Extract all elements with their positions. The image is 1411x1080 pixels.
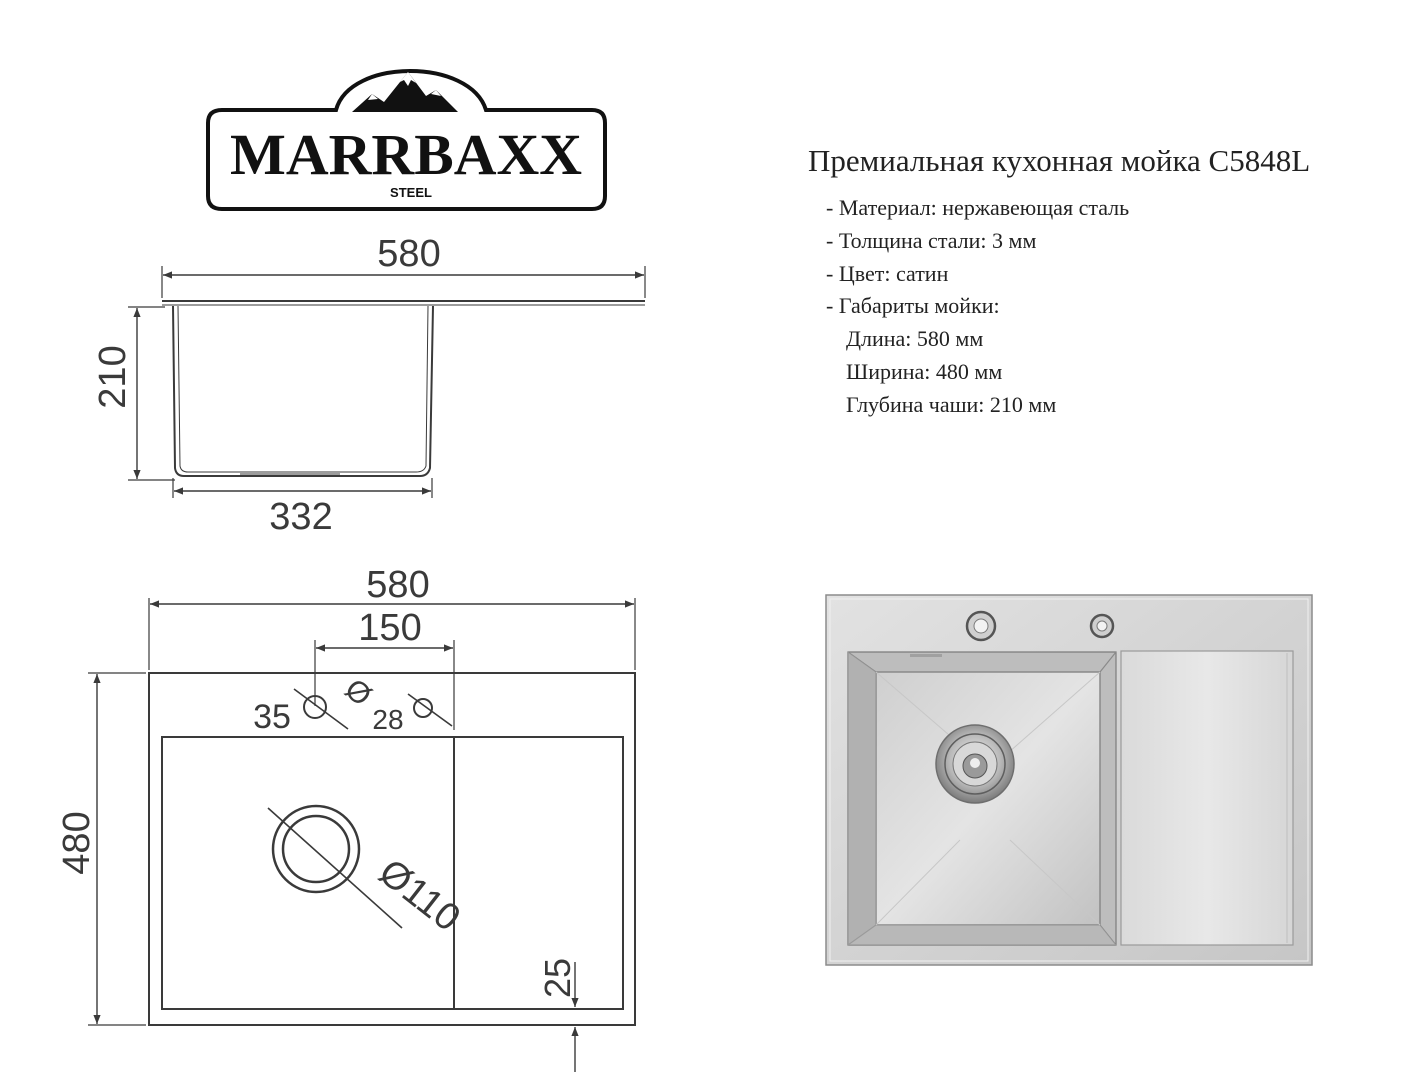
side-view bbox=[128, 266, 645, 498]
spec-length: Длина: 580 мм bbox=[846, 326, 984, 352]
hole-large-diameter-label: 35 bbox=[253, 698, 291, 736]
rim-offset-label: 25 bbox=[537, 957, 578, 999]
spec-dimensions-heading: - Габариты мойки: bbox=[826, 293, 1000, 319]
top-overall-width-label: 580 bbox=[366, 564, 430, 606]
spec-thickness: - Толщина стали: 3 мм bbox=[826, 227, 1037, 253]
side-depth-label: 210 bbox=[92, 345, 134, 409]
spec-material: - Материал: нержавеющая сталь bbox=[826, 195, 1130, 220]
product-title: Премиальная кухонная мойка C5848L bbox=[808, 143, 1311, 178]
spec-width: Ширина: 480 мм bbox=[846, 358, 1003, 384]
spec-bowl-depth: Глубина чаши: 210 мм bbox=[846, 391, 1057, 417]
brand-logo bbox=[208, 71, 605, 209]
top-depth-label: 480 bbox=[56, 811, 98, 875]
top-view bbox=[88, 598, 635, 1072]
side-overall-width-label: 580 bbox=[377, 233, 441, 275]
bowl-profile bbox=[173, 306, 433, 476]
spec-list bbox=[808, 192, 1398, 422]
product-info bbox=[808, 138, 1398, 422]
hole-spacing-label: 150 bbox=[358, 607, 422, 649]
hole-small-diameter-label: 28 bbox=[372, 704, 404, 735]
sink-photo bbox=[826, 595, 1312, 965]
brand-tagline: STEEL bbox=[390, 185, 432, 200]
spec-color: - Цвет: сатин bbox=[826, 260, 949, 286]
brand-name: MARRBAXX bbox=[230, 122, 583, 187]
drain-diameter-label: Ø110 bbox=[370, 851, 468, 940]
side-bowl-width-label: 332 bbox=[269, 496, 333, 538]
hole-diameter-symbol: Ø bbox=[338, 672, 378, 713]
faucet-hole-small bbox=[414, 699, 432, 717]
drain-outer bbox=[273, 806, 359, 892]
